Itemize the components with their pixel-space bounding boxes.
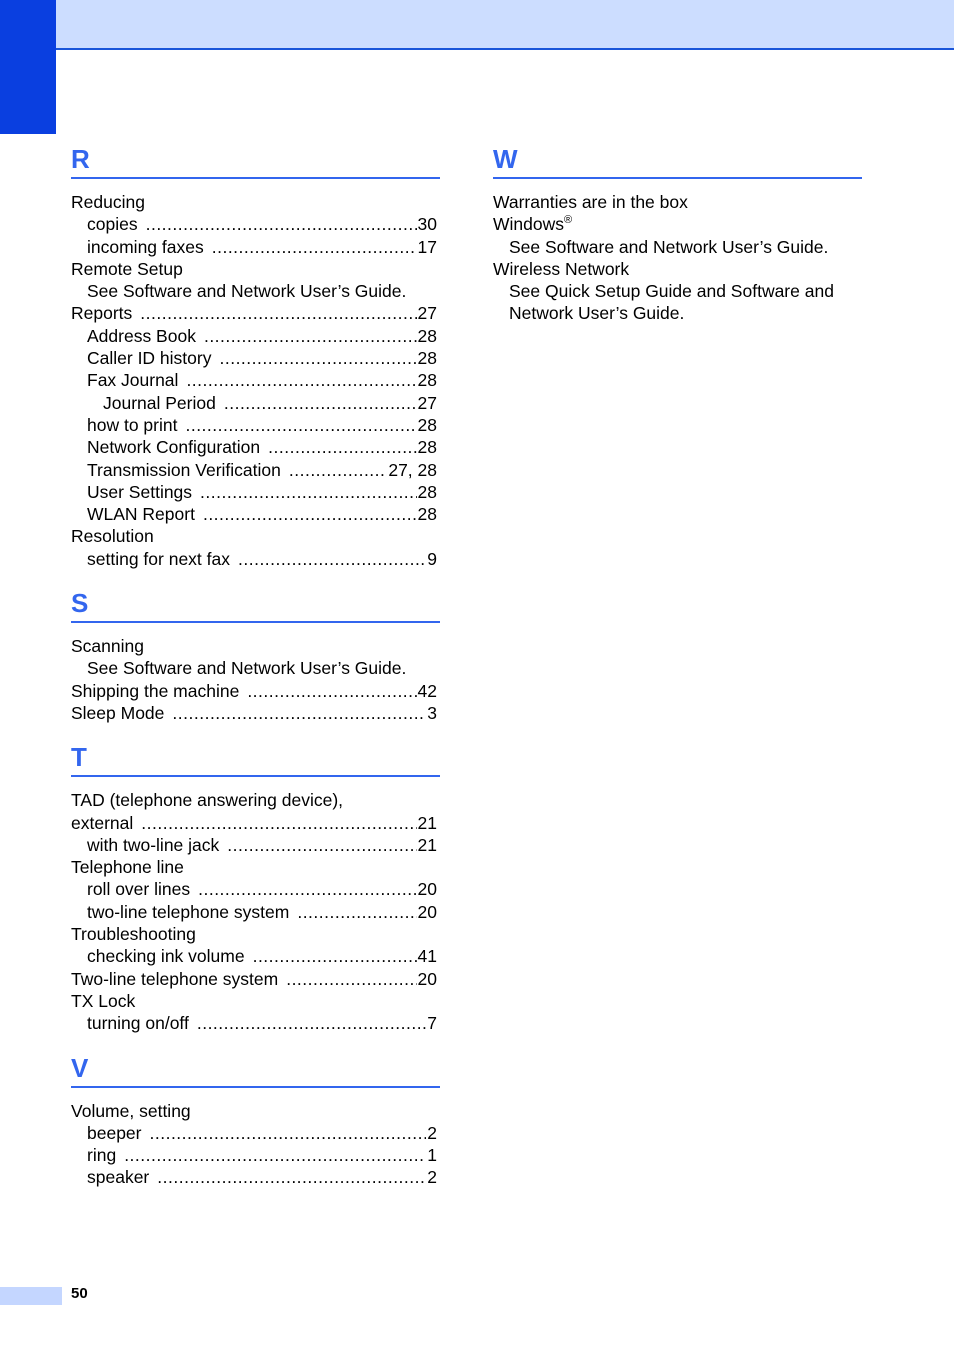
entry-term: [87, 347, 211, 369]
index-entry: [493, 191, 862, 213]
entry-term: [87, 459, 281, 481]
entry-page-ref: 42: [417, 680, 437, 701]
index-entry: [71, 1166, 440, 1188]
index-entry: [71, 834, 440, 856]
index-entry: [71, 302, 440, 324]
entry-term: [493, 191, 688, 213]
entry-term: [493, 258, 629, 280]
index-entry: [71, 657, 440, 679]
entry-term-text: Remote Setup: [71, 258, 183, 279]
index-entry: [71, 191, 440, 213]
section-letter: R: [71, 142, 440, 179]
dot-leader: [141, 812, 416, 834]
entry-page-ref: 28: [417, 437, 437, 458]
entry-term: [71, 812, 133, 834]
entry-term-text: User Settings: [87, 481, 193, 502]
entry-term-text: Shipping the machine: [71, 680, 240, 701]
entry-term: [71, 702, 164, 724]
index-entry: [71, 812, 440, 834]
entry-page-ref: 41: [417, 946, 437, 967]
dot-leader: [197, 1012, 426, 1034]
index-entry: [493, 213, 862, 235]
entry-term: [71, 923, 196, 945]
header-band: [56, 0, 954, 50]
entry-page-ref: 20: [417, 968, 437, 989]
dot-leader: [172, 702, 426, 724]
entry-term-text: beeper: [87, 1122, 142, 1143]
dot-leader: [247, 680, 416, 702]
index-entry: [493, 302, 862, 324]
dot-leader: [219, 347, 416, 369]
index-entry: [71, 347, 440, 369]
index-section-t: [71, 740, 440, 1034]
entry-term: [71, 191, 145, 213]
dot-leader: [146, 213, 417, 235]
dot-leader: [204, 325, 417, 347]
page-number: 50: [71, 1285, 88, 1302]
entry-term: [71, 680, 239, 702]
entry-page-ref: 28: [417, 325, 437, 346]
index-entry: [71, 414, 440, 436]
dot-leader: [198, 878, 416, 900]
entry-page-ref: 20: [417, 901, 437, 922]
entry-page-ref: 28: [417, 370, 437, 391]
dot-leader: [297, 901, 416, 923]
entry-page-ref: 28: [417, 481, 437, 502]
index-entry: [71, 481, 440, 503]
entry-page-ref: 27, 28: [388, 459, 437, 480]
dot-leader: [185, 414, 416, 436]
entry-term: [87, 236, 204, 258]
entry-term-text: Fax Journal: [87, 370, 179, 391]
entry-term: [87, 945, 245, 967]
index-entry: [71, 525, 440, 547]
index-entry: [493, 236, 862, 258]
index-entry: [71, 280, 440, 302]
dot-leader: [203, 503, 417, 525]
entry-term: [87, 1144, 116, 1166]
entry-term-text: Windows: [493, 214, 564, 235]
entry-term-text: speaker: [87, 1167, 150, 1188]
registered-mark: ®: [564, 214, 573, 227]
entry-term: [71, 258, 183, 280]
entry-term: [87, 1166, 149, 1188]
entry-term-text: TAD (telephone answering device),: [71, 790, 344, 811]
entry-term: [509, 236, 828, 258]
dot-leader: [157, 1166, 426, 1188]
entry-term-text: incoming faxes: [87, 236, 204, 257]
entry-term: [103, 392, 216, 414]
entry-term-text: turning on/off: [87, 1013, 189, 1034]
index-entry: [71, 945, 440, 967]
entry-term-text: Caller ID history: [87, 348, 212, 369]
dot-leader: [140, 302, 416, 324]
entry-term-text: Warranties are in the box: [493, 192, 688, 212]
entry-page-ref: 7: [427, 1013, 437, 1034]
index-entry: [71, 702, 440, 724]
entry-term: [87, 325, 196, 347]
entry-page-ref: 21: [417, 812, 437, 833]
index-section-r: [71, 142, 440, 570]
entry-page-ref: 2: [427, 1167, 437, 1188]
entry-term-text: See Software and Network User’s Guide.: [509, 236, 829, 257]
entry-term-text: checking ink volume: [87, 946, 245, 967]
entry-term: [87, 901, 289, 923]
section-letter: S: [71, 586, 440, 623]
entry-term-text: with two-line jack: [87, 834, 220, 855]
entry-term-text: Reducing: [71, 192, 145, 212]
index-entry: [71, 990, 440, 1012]
index-entry: [71, 236, 440, 258]
index-entry: [71, 459, 440, 481]
entry-page-ref: 28: [417, 504, 437, 525]
entry-term-text: Resolution: [71, 526, 154, 547]
entry-term: [71, 856, 184, 878]
section-letter: T: [71, 740, 440, 777]
index-section-w: [493, 142, 862, 325]
entry-term-text: Transmission Verification: [87, 459, 281, 480]
entry-term-text: Telephone line: [71, 857, 184, 878]
entry-term: [493, 213, 572, 235]
entry-term: [87, 414, 177, 436]
entry-term-text: roll over lines: [87, 879, 191, 900]
entry-term: [87, 834, 219, 856]
entry-term: [87, 503, 195, 525]
entry-term-text: external: [71, 812, 134, 833]
entry-term: [87, 213, 138, 235]
entry-term-text: TX Lock: [71, 990, 136, 1011]
entry-page-ref: 9: [427, 548, 437, 569]
entry-term: [87, 548, 230, 570]
index-entry: [71, 901, 440, 923]
index-entry: [71, 1012, 440, 1034]
index-entry: [493, 280, 862, 302]
index-entry: [71, 789, 440, 811]
entry-term-text: Network User’s Guide.: [509, 303, 685, 324]
entry-term: [87, 1012, 189, 1034]
entry-term: [87, 369, 178, 391]
index-entry: [71, 548, 440, 570]
dot-leader: [238, 548, 426, 570]
entry-term-text: WLAN Report: [87, 504, 195, 525]
entry-page-ref: 20: [417, 879, 437, 900]
section-letter: V: [71, 1051, 440, 1088]
entry-term-text: Two-line telephone system: [71, 968, 279, 989]
index-entry: [71, 923, 440, 945]
entry-term-text: Network Configuration: [87, 437, 261, 458]
dot-leader: [286, 968, 416, 990]
entry-page-ref: 17: [417, 236, 437, 257]
index-entry: [71, 213, 440, 235]
entry-term-text: setting for next fax: [87, 548, 230, 569]
entry-term-text: See Quick Setup Guide and Software and: [509, 281, 834, 302]
entry-term: [87, 436, 260, 458]
dot-leader: [200, 481, 416, 503]
entry-page-ref: 1: [427, 1145, 437, 1166]
footer-bar: [0, 1287, 62, 1305]
entry-term: [71, 1100, 191, 1122]
entry-term-text: See Software and Network User’s Guide.: [87, 658, 407, 679]
entry-page-ref: 27: [417, 392, 437, 413]
entry-term-text: Wireless Network: [493, 258, 630, 279]
entry-term: [87, 481, 192, 503]
index-entry: [71, 503, 440, 525]
index-entry: [71, 436, 440, 458]
dot-leader: [253, 945, 417, 967]
index-entry: [71, 392, 440, 414]
entry-term: [87, 280, 406, 302]
index-entry: [71, 680, 440, 702]
dot-leader: [212, 236, 417, 258]
index-entry: [71, 1100, 440, 1122]
entry-term-text: Scanning: [71, 636, 144, 657]
index-entry: [71, 325, 440, 347]
index-entry: [71, 635, 440, 657]
entry-term: [71, 789, 343, 811]
entry-term-text: See Software and Network User’s Guide.: [87, 281, 407, 302]
entry-term: [71, 990, 135, 1012]
dot-leader: [289, 459, 387, 481]
index-column-left: [71, 142, 440, 1205]
entry-page-ref: 28: [417, 414, 437, 435]
dot-leader: [227, 834, 416, 856]
index-column-right: [493, 142, 862, 341]
entry-page-ref: 28: [417, 348, 437, 369]
entry-page-ref: 21: [417, 834, 437, 855]
entry-term: [71, 968, 278, 990]
entry-term: [87, 878, 190, 900]
dot-leader: [150, 1122, 427, 1144]
entry-term: [71, 302, 132, 324]
index-section-s: [71, 586, 440, 724]
index-entry: [71, 1144, 440, 1166]
index-section-v: [71, 1051, 440, 1189]
index-entry: [71, 968, 440, 990]
entry-term: [71, 635, 144, 657]
entry-term: [87, 657, 406, 679]
entry-page-ref: 2: [427, 1122, 437, 1143]
entry-term-text: ring: [87, 1145, 117, 1166]
entry-term-text: Sleep Mode: [71, 702, 165, 723]
index-entry: [71, 258, 440, 280]
entry-term: [509, 280, 834, 302]
index-entry: [71, 878, 440, 900]
entry-term-text: Troubleshooting: [71, 924, 196, 945]
index-entry: [71, 856, 440, 878]
entry-term: [71, 525, 154, 547]
dot-leader: [186, 369, 416, 391]
chapter-tab: [0, 0, 56, 134]
entry-page-ref: 30: [417, 214, 437, 235]
entry-term-text: copies: [87, 214, 138, 235]
dot-leader: [224, 392, 417, 414]
dot-leader: [268, 436, 416, 458]
index-entry: [71, 369, 440, 391]
dot-leader: [124, 1144, 426, 1166]
entry-term-text: Address Book: [87, 325, 196, 346]
entry-page-ref: 27: [417, 303, 437, 324]
entry-term-text: Journal Period: [103, 392, 216, 413]
entry-term-text: Volume, setting: [71, 1100, 191, 1121]
section-letter: W: [493, 142, 862, 179]
entry-term: [509, 302, 684, 324]
entry-term-text: Reports: [71, 303, 133, 324]
index-entry: [71, 1122, 440, 1144]
entry-term: [87, 1122, 142, 1144]
index-entry: [493, 258, 862, 280]
entry-term-text: how to print: [87, 414, 178, 435]
entry-term-text: two-line telephone system: [87, 901, 290, 922]
entry-page-ref: 3: [427, 702, 437, 723]
